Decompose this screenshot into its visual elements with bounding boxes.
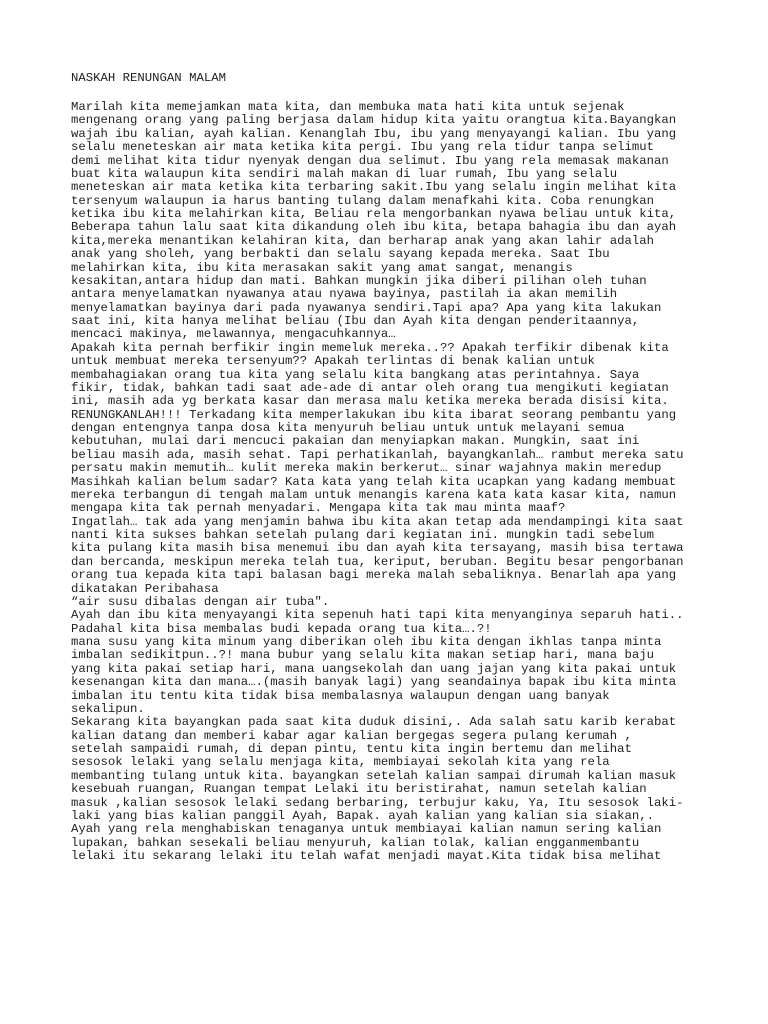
body-line: mengapa kita tak pernah menyadari. Mengapa kita tak mau minta maaf? (71, 501, 566, 516)
body-line: mencaci makinya, melawannya, mengacuhkannya… (71, 327, 396, 342)
body-line: fikir, tidak, bahkan tadi saat ade-ade di antar oleh orang tua mengikuti kegiatan (71, 380, 669, 395)
body-line: RENUNGKANLAH!!! Terkadang kita memperlakukan ibu kita ibarat seorang pembantu yang (71, 407, 677, 422)
body-line: menyelamatkan bayinya dari pada nyawanya sendiri.Tapi apa? Apa yang kita lakukan (71, 300, 662, 315)
body-line: selalu meneteskan air mata ketika kita pergi. Ibu yang rela tidur tanpa selimut (71, 140, 654, 155)
body-line: Ayah dan ibu kita menyayangi kita sepenuh hati tapi kita menyanginya separuh hati.. (71, 608, 684, 623)
body-line: kalian datang dan memberi kabar agar kalian bergegas segera pulang kerumah , (71, 728, 632, 743)
body-line: imbalan sedikitpun..?! mana bubur yang selalu kita makan setiap hari, mana baju (71, 648, 654, 663)
body-line: orang tua kepada kita tapi balasan bagi mereka malah sebaliknya. Benarlah apa yang (71, 568, 677, 583)
body-line: kesebuah ruangan, Ruangan tempat Lelaki itu beristirahat, namun setelah kalian (71, 782, 647, 797)
body-line: melahirkan kita, ibu kita merasakan sakit yang amat sangat, menangis (71, 260, 573, 275)
body-line: dan bercanda, meskipun mereka telah tua, keriput, beruban. Begitu besar pengorbanan (71, 554, 684, 569)
body-line: saat ini, kita hanya melihat beliau (Ibu dan Ayah kita dengan penderitaannya, (71, 314, 640, 328)
body-line: kita pulang kita masih bisa menemui ibu dan ayah kita tersayang, masih bisa tertawa (71, 541, 684, 556)
body-line: ketika ibu kita melahirkan kita, Beliau rela mengorbankan nyawa beliau untuk kita, (71, 207, 677, 221)
body-line: anak yang sholeh, yang berbakti dan selalu sayang kepada mereka. Saat Ibu (71, 247, 610, 262)
body-line: meneteskan air mata ketika kita terbaring sakit.Ibu yang selalu ingin melihat kita (71, 180, 677, 195)
body-line: Apakah kita pernah berfikir ingin memeluk mereka..?? Apakah terfikir dibenak kita (71, 340, 669, 355)
body-line: demi melihat kita tidur nyenyak dengan dua selimut. Ibu yang rela memasak makanan (71, 153, 669, 168)
body-line: Ayah yang rela menghabiskan tenaganya untuk membiayai kalian namun sering kalian (71, 822, 662, 837)
body-line: Ingatlah… tak ada yang menjamin bahwa ibu kita akan tetap ada mendampingi kita saat (71, 514, 684, 529)
body-line: yang kita pakai setiap hari, mana uangsekolah dan uang jajan yang kita pakai untuk (71, 661, 677, 676)
document-body (71, 101, 711, 863)
body-line: membahagiakan orang tua kita yang selalu kita bangkang atas perintahnya. Saya (71, 367, 640, 382)
body-line: dikatakan Peribahasa (71, 581, 219, 596)
body-line: lelaki itu sekarang lelaki itu telah wafat menjadi mayat.Kita tidak bisa melihat (71, 849, 662, 863)
body-line: lupakan, bahkan sesekali beliau menyuruh, kalian tolak, kalian engganmembantu (71, 835, 640, 850)
body-line: sesosok lelaki yang selalu menjaga kita, membiayai sekolah kita yang rela (71, 755, 610, 770)
body-line: membanting tulang untuk kita. bayangkan setelah kalian sampai dirumah kalian masuk (71, 768, 677, 783)
body-line: tersenyum walaupun ia harus banting tulang dalam menafkahi kita. Coba renungkan (71, 193, 654, 208)
body-line: persatu makin memutih… kulit mereka makin berkerut… sinar wajahnya makin meredup (71, 461, 662, 476)
body-line: setelah sampaidi rumah, di depan pintu, tentu kita ingin bertemu dan melihat (71, 742, 632, 756)
body-line: kesakitan,antara hidup dan mati. Bahkan mungkin jika diberi pilihan oleh tuhan (71, 273, 647, 288)
body-line: imbalan itu tentu kita tidak bisa membalasnya walaupun dengan uang banyak (71, 688, 610, 703)
body-line: Marilah kita memejamkan mata kita, dan membuka mata hati kita untuk sejenak (71, 100, 625, 114)
body-line: beliau masih ada, masih sehat. Tapi perhatikanlah, bayangkanlah… rambut mereka satu (71, 447, 684, 462)
body-line: sekalipun. (71, 701, 145, 716)
body-line: mana susu yang kita minum yang diberikan oleh ibu kita dengan ikhlas tanpa minta (71, 635, 662, 649)
body-line: buat kita walaupun kita sendiri malah makan di luar rumah, Ibu yang selalu (71, 166, 618, 181)
body-line: antara menyelamatkan nyawanya atau nyawa bayinya, pastilah ia akan memilih (71, 287, 618, 302)
body-line: ini, masih ada yg berkata kasar dan merasa malu ketika mereka berada disisi kita. (71, 394, 669, 409)
body-line: wajah ibu kalian, ayah kalian. Kenanglah Ibu, ibu yang menyayangi kalian. Ibu yang (71, 126, 677, 141)
body-line: Sekarang kita bayangkan pada saat kita duduk disini,. Ada salah satu karib kerabat (71, 715, 677, 730)
body-line: Padahal kita bisa membalas budi kepada orang tua kita….?! (71, 621, 492, 636)
body-line: masuk ,kalian sesosok lelaki sedang berbaring, terbujur kaku, Ya, Itu sesosok laki- (71, 795, 684, 810)
body-line: kesenangan kita dan mana….(masih banyak lagi) yang seandainya bapak ibu kita minta (71, 675, 677, 690)
document-title: NASKAH RENUNGAN MALAM (71, 71, 226, 85)
body-line: dengan entengnya tanpa dosa kita menyuruh beliau untuk untuk melayani semua (71, 421, 625, 435)
body-line: kita,mereka menantikan kelahiran kita, dan berharap anak yang akan lahir adalah (71, 233, 654, 248)
body-line: mengenang orang yang paling berjasa dalam hidup kita yaitu orangtua kita.Bayangkan (71, 113, 677, 128)
body-line: laki yang bias kalian panggil Ayah, Bapak. ayah kalian yang kalian sia siakan,. (71, 808, 654, 823)
body-line: kebutuhan, mulai dari mencuci pakaian dan menyiapkan makan. Mungkin, saat ini (71, 434, 640, 449)
body-line: Masihkah kalian belum sadar? Kata kata yang telah kita ucapkan yang kadang membuat (71, 474, 677, 489)
body-line: “air susu dibalas dengan air tuba". (71, 594, 330, 609)
body-line: Beberapa tahun lalu saat kita dikandung oleh ibu kita, betapa bahagia ibu dan ayah (71, 220, 677, 235)
body-line: untuk membuat mereka tersenyum?? Apakah terlintas di benak kalian untuk (71, 354, 595, 369)
body-line: nanti kita sukses bahkan setelah pulang dari kegiatan ini. mungkin tadi sebelum (71, 528, 654, 542)
body-line: mereka terbangun di tengah malam untuk menangis karena kata kata kasar kita, namun (71, 487, 677, 502)
